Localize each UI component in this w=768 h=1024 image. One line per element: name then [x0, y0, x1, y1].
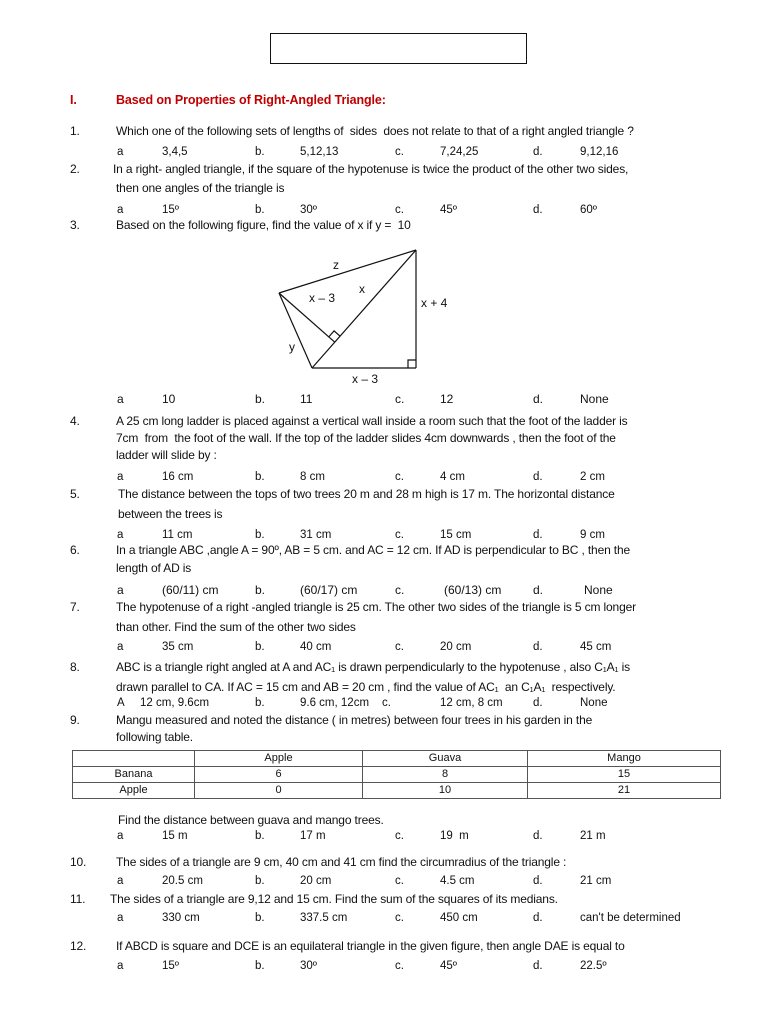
option-label: b.	[255, 912, 265, 924]
option-label: a	[117, 392, 124, 406]
option-value: 15 m	[162, 830, 188, 842]
option-label: c.	[395, 204, 404, 216]
option-label: d.	[533, 960, 543, 972]
option-label: d.	[533, 830, 543, 842]
options-row	[0, 958, 768, 974]
option-label: c.	[395, 875, 404, 887]
question-text: then one angles of the triangle is	[116, 181, 285, 195]
table-header: Apple	[195, 751, 363, 767]
edge-y	[279, 293, 312, 368]
option-value: can't be determined	[580, 912, 681, 924]
table-cell: 8	[363, 767, 528, 783]
option-value: 9.6 cm, 12cm	[300, 697, 370, 709]
option-label: d.	[533, 529, 543, 541]
option-label: b.	[255, 641, 265, 653]
option-value: 20.5 cm	[162, 875, 203, 887]
question-number: 11.	[70, 892, 86, 906]
label-diagonal: x	[359, 282, 365, 296]
right-angle-marker	[408, 360, 416, 368]
option-value: 12	[440, 392, 454, 406]
label-perpendicular: x – 3	[309, 291, 336, 305]
option-value: 16 cm	[162, 471, 194, 483]
question-text: Based on the following figure, find the value of x if y = 10	[116, 218, 411, 232]
question-text: The sides of a triangle are 9,12 and 15 cm. Find the sum of the squares of its medians.	[110, 892, 558, 906]
option-label: b.	[255, 146, 265, 158]
options-row	[0, 695, 768, 711]
question-number: 1.	[70, 124, 80, 138]
options-row	[0, 828, 768, 844]
label-bottom: x – 3	[352, 372, 379, 386]
option-value: 5,12,13	[300, 146, 339, 158]
distance-table	[72, 750, 721, 799]
question-number: 3.	[70, 218, 80, 232]
question-number: 5.	[70, 487, 80, 501]
option-label: a	[117, 529, 124, 541]
question-text: The sides of a triangle are 9 cm, 40 cm and 41 cm find the circumradius of the triangle :	[116, 855, 567, 869]
option-label: d.	[533, 146, 543, 158]
question-text: Which one of the following sets of lengths of sides does not relate to that of a right angled triangle ?	[116, 124, 634, 138]
option-label: c.	[395, 392, 405, 406]
header-box	[270, 33, 527, 64]
option-value: 20 cm	[440, 641, 472, 653]
question-number: 9.	[70, 713, 80, 727]
options-row	[0, 527, 768, 543]
option-value: 30º	[300, 960, 317, 972]
option-value: 15º	[162, 960, 179, 972]
option-value: 60º	[580, 204, 597, 216]
option-value: 21 cm	[580, 875, 612, 887]
question-text: Mangu measured and noted the distance ( in metres) between four trees in his garden in the	[116, 713, 593, 727]
right-angle-marker	[329, 331, 340, 337]
question-text: The hypotenuse of a right -angled triangle is 25 cm. The other two sides of the triangle is 5 cm longer	[116, 600, 636, 614]
option-value: 330 cm	[162, 912, 200, 924]
section-title: Based on Properties of Right-Angled Triangle:	[116, 93, 386, 107]
edge-z	[279, 250, 416, 293]
options-row	[0, 391, 768, 407]
option-label: a	[117, 830, 124, 842]
option-label: c.	[395, 912, 404, 924]
option-value: 2 cm	[580, 471, 605, 483]
option-label: a	[117, 471, 124, 483]
question-followup: Find the distance between guava and mango trees.	[118, 813, 384, 827]
table-header: Guava	[363, 751, 528, 767]
table-row	[73, 783, 721, 799]
option-label: c.	[395, 529, 404, 541]
question-number: 12.	[70, 939, 87, 953]
question-number: 4.	[70, 414, 80, 428]
option-value: (60/11) cm	[162, 583, 219, 597]
option-value: 337.5 cm	[300, 912, 348, 924]
option-value: 15 cm	[440, 529, 472, 541]
option-value: 8 cm	[300, 471, 325, 483]
option-label: d.	[533, 583, 544, 597]
diagonal	[312, 250, 416, 368]
option-label: b.	[255, 204, 265, 216]
option-value: None	[580, 697, 608, 709]
question-text: 7cm from the foot of the wall. If the top of the ladder slides 4cm downwards , then the foot of the	[116, 431, 616, 445]
option-label: a	[117, 912, 124, 924]
option-label: c.	[395, 471, 404, 483]
option-value: 450 cm	[440, 912, 478, 924]
option-value: 45 cm	[580, 641, 612, 653]
question-text: In a right- angled triangle, if the square of the hypotenuse is twice the product of the other two sides,	[113, 162, 629, 176]
option-label: c.	[395, 830, 404, 842]
option-value: 21 m	[580, 830, 606, 842]
option-value: 15º	[162, 204, 179, 216]
question-text: The distance between the tops of two trees 20 m and 28 m high is 17 m. The horizontal distance	[118, 487, 615, 501]
options-row	[0, 469, 768, 485]
option-label: b.	[255, 529, 265, 541]
option-label: d.	[533, 471, 543, 483]
option-value: 17 m	[300, 830, 326, 842]
option-value: 22.5º	[580, 960, 607, 972]
option-value: 31 cm	[300, 529, 332, 541]
option-label: c.	[395, 146, 404, 158]
option-value: 20 cm	[300, 875, 332, 887]
option-label: a	[117, 204, 124, 216]
option-value: 11	[300, 392, 313, 406]
option-value: 12 cm, 9.6cm	[140, 697, 210, 709]
option-value: 7,24,25	[440, 146, 479, 158]
label-y: y	[289, 340, 295, 354]
option-label: b.	[255, 392, 266, 406]
option-label: c.	[395, 960, 404, 972]
options-row	[0, 639, 768, 655]
table-cell: Banana	[73, 767, 195, 783]
question-text: ladder will slide by :	[116, 448, 217, 462]
question-text: In a triangle ABC ,angle A = 90º, AB = 5 cm. and AC = 12 cm. If AD is perpendicular to BC , then the	[116, 543, 631, 557]
option-value: 40 cm	[300, 641, 332, 653]
option-label: c.	[395, 583, 405, 597]
question-number: 8.	[70, 660, 80, 674]
option-label: b.	[255, 960, 265, 972]
label-z: z	[333, 258, 339, 272]
table-cell: 15	[528, 767, 721, 783]
question-text: length of AD is	[116, 561, 192, 575]
option-label: a	[117, 583, 124, 597]
option-label: d.	[533, 875, 543, 887]
option-label: c.	[395, 641, 404, 653]
options-row	[0, 582, 768, 598]
question-text: than other. Find the sum of the other two sides	[116, 620, 356, 634]
option-label: c.	[382, 697, 391, 709]
question-text: following table.	[116, 730, 193, 744]
table-row	[73, 767, 721, 783]
option-value: 4.5 cm	[440, 875, 475, 887]
option-value: 45º	[440, 204, 457, 216]
question-number: 2.	[70, 162, 80, 176]
option-label: a	[117, 146, 124, 158]
option-label: b.	[255, 583, 266, 597]
option-value: None	[584, 583, 613, 597]
question-text: A 25 cm long ladder is placed against a vertical wall inside a room such that the foot of the ladder is	[116, 414, 628, 428]
option-value: (60/13) cm	[444, 583, 502, 597]
table-header: Mango	[528, 751, 721, 767]
question-text: If ABCD is square and DCE is an equilateral triangle in the given figure, then angle DAE is equal to	[116, 939, 625, 953]
question-text: ABC is a triangle right angled at A and AC₁ is drawn perpendicularly to the hypotenuse , also C₁A₁ is	[116, 660, 630, 674]
option-value: 10	[162, 392, 176, 406]
option-value: 9 cm	[580, 529, 605, 541]
question-text: drawn parallel to CA. If AC = 15 cm and AB = 20 cm , find the value of AC₁ an C₁A₁ respectively.	[116, 680, 616, 694]
table-cell: 6	[195, 767, 363, 783]
table-cell: 10	[363, 783, 528, 799]
table-cell: 21	[528, 783, 721, 799]
table-header-row	[73, 751, 721, 767]
question-number: 6.	[70, 543, 80, 557]
option-value: (60/17) cm	[300, 583, 358, 597]
option-label: A	[117, 697, 125, 709]
section-numeral: I.	[70, 93, 77, 107]
option-label: d.	[533, 392, 544, 406]
option-value: 3,4,5	[162, 146, 188, 158]
option-label: b.	[255, 875, 265, 887]
question-number: 10.	[70, 855, 87, 869]
option-value: 30º	[300, 204, 317, 216]
triangle-figure	[270, 240, 470, 390]
option-label: b.	[255, 830, 265, 842]
table-cell	[73, 751, 195, 767]
option-label: d.	[533, 204, 543, 216]
option-value: None	[580, 392, 609, 406]
option-label: a	[117, 960, 124, 972]
option-label: d.	[533, 641, 543, 653]
option-label: d.	[533, 697, 543, 709]
question-text: between the trees is	[118, 507, 223, 521]
option-value: 12 cm, 8 cm	[440, 697, 503, 709]
option-label: d.	[533, 912, 543, 924]
option-label: b.	[255, 471, 265, 483]
options-row	[0, 873, 768, 889]
option-value: 45º	[440, 960, 457, 972]
options-row	[0, 144, 768, 160]
option-value: 19 m	[440, 830, 469, 842]
option-label: b.	[255, 697, 265, 709]
option-value: 35 cm	[162, 641, 194, 653]
options-row	[0, 202, 768, 218]
option-label: a	[117, 875, 124, 887]
table-cell: 0	[195, 783, 363, 799]
options-row	[0, 910, 768, 926]
option-value: 11 cm	[162, 529, 193, 541]
label-right: x + 4	[421, 296, 448, 310]
table-cell: Apple	[73, 783, 195, 799]
option-value: 4 cm	[440, 471, 465, 483]
option-label: a	[117, 641, 124, 653]
option-value: 9,12,16	[580, 146, 619, 158]
question-number: 7.	[70, 600, 80, 614]
